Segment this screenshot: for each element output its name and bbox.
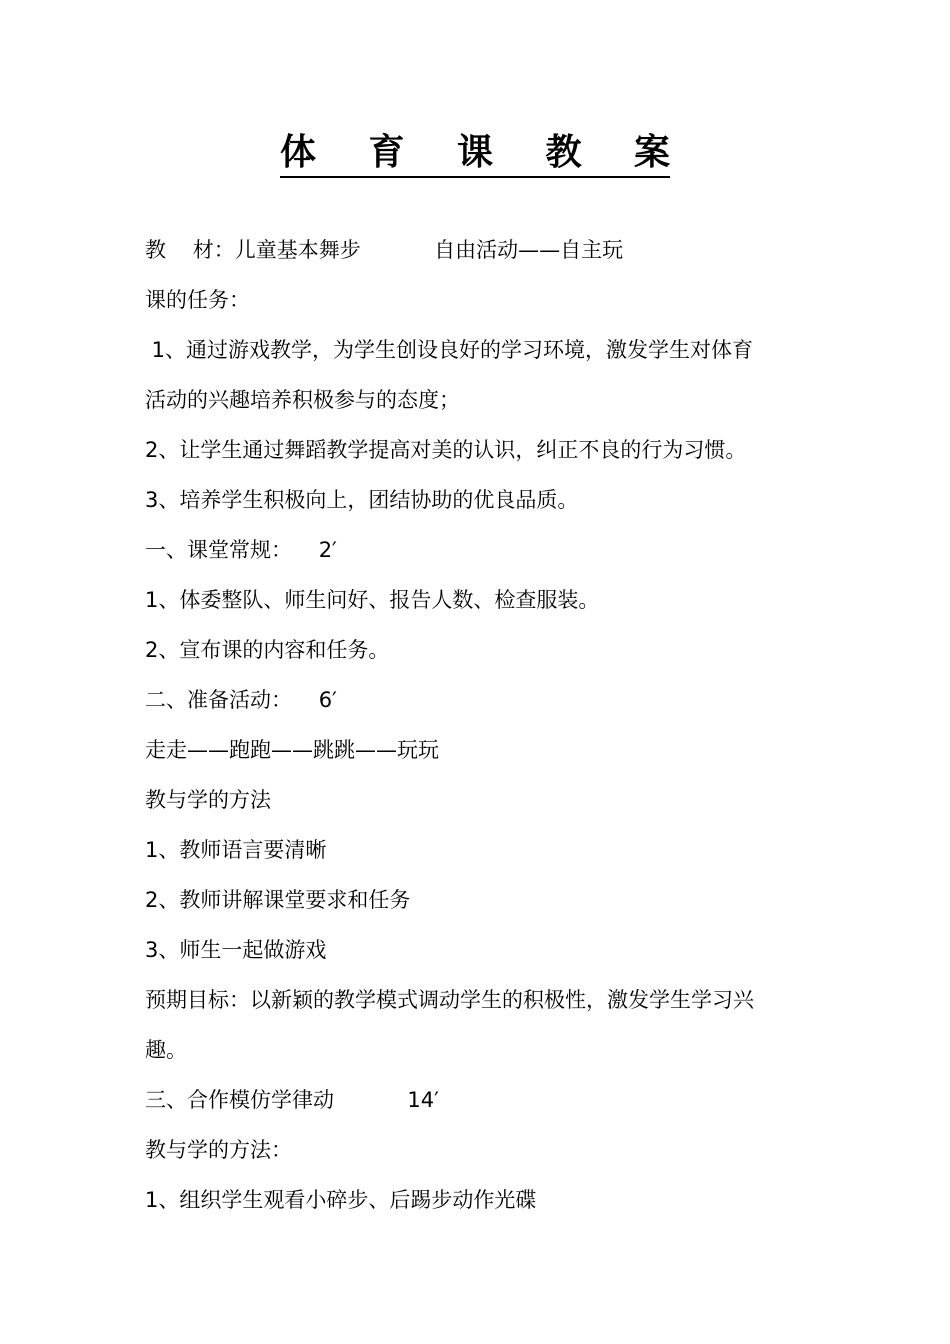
section-2-heading: 二、准备活动： 6′ [145, 688, 337, 712]
title-char: 课 [456, 131, 493, 173]
title-char: 教 [545, 131, 582, 173]
task-item-1: 1、通过游戏教学，为学生创设良好的学习环境，激发学生对体育 [145, 338, 754, 362]
task-item-2: 2、让学生通过舞蹈教学提高对美的认识，纠正不良的行为习惯。 [145, 438, 747, 462]
task-item-3: 3、培养学生积极向上，团结协助的优良品质。 [145, 488, 579, 512]
method-item-1: 1、教师语言要清晰 [145, 838, 327, 862]
section-2-activity: 走走——跑跑——跳跳——玩玩 [145, 738, 439, 762]
method-item-3: 3、师生一起做游戏 [145, 938, 327, 962]
section-1-heading: 一、课堂常规： 2′ [145, 538, 337, 562]
document-title [280, 128, 670, 178]
section-1-item-2: 2、宣布课的内容和任务。 [145, 638, 390, 662]
section-1-item-1: 1、体委整队、师生问好、报告人数、检查服装。 [145, 588, 600, 612]
method-heading-2: 教与学的方法： [145, 1138, 292, 1162]
method-2-item-1: 1、组织学生观看小碎步、后踢步动作光碟 [145, 1188, 537, 1212]
task-heading: 课的任务： [145, 288, 250, 312]
document-body [145, 225, 825, 1225]
method-heading: 教与学的方法 [145, 788, 271, 812]
task-item-1-cont: 活动的兴趣培养积极参与的态度； [145, 388, 460, 412]
method-item-2: 2、教师讲解课堂要求和任务 [145, 888, 411, 912]
goal-line: 预期目标：以新颖的教学模式调动学生的积极性，激发学生学习兴 [145, 988, 754, 1012]
goal-line-cont: 趣。 [145, 1038, 187, 1062]
title-char: 育 [368, 131, 405, 173]
title-char: 案 [633, 131, 670, 173]
material-line: 教 材：儿童基本舞步 自由活动——自主玩 [145, 238, 624, 262]
section-3-heading: 三、合作模仿学律动 14′ [145, 1088, 439, 1112]
title-char: 体 [280, 131, 317, 173]
